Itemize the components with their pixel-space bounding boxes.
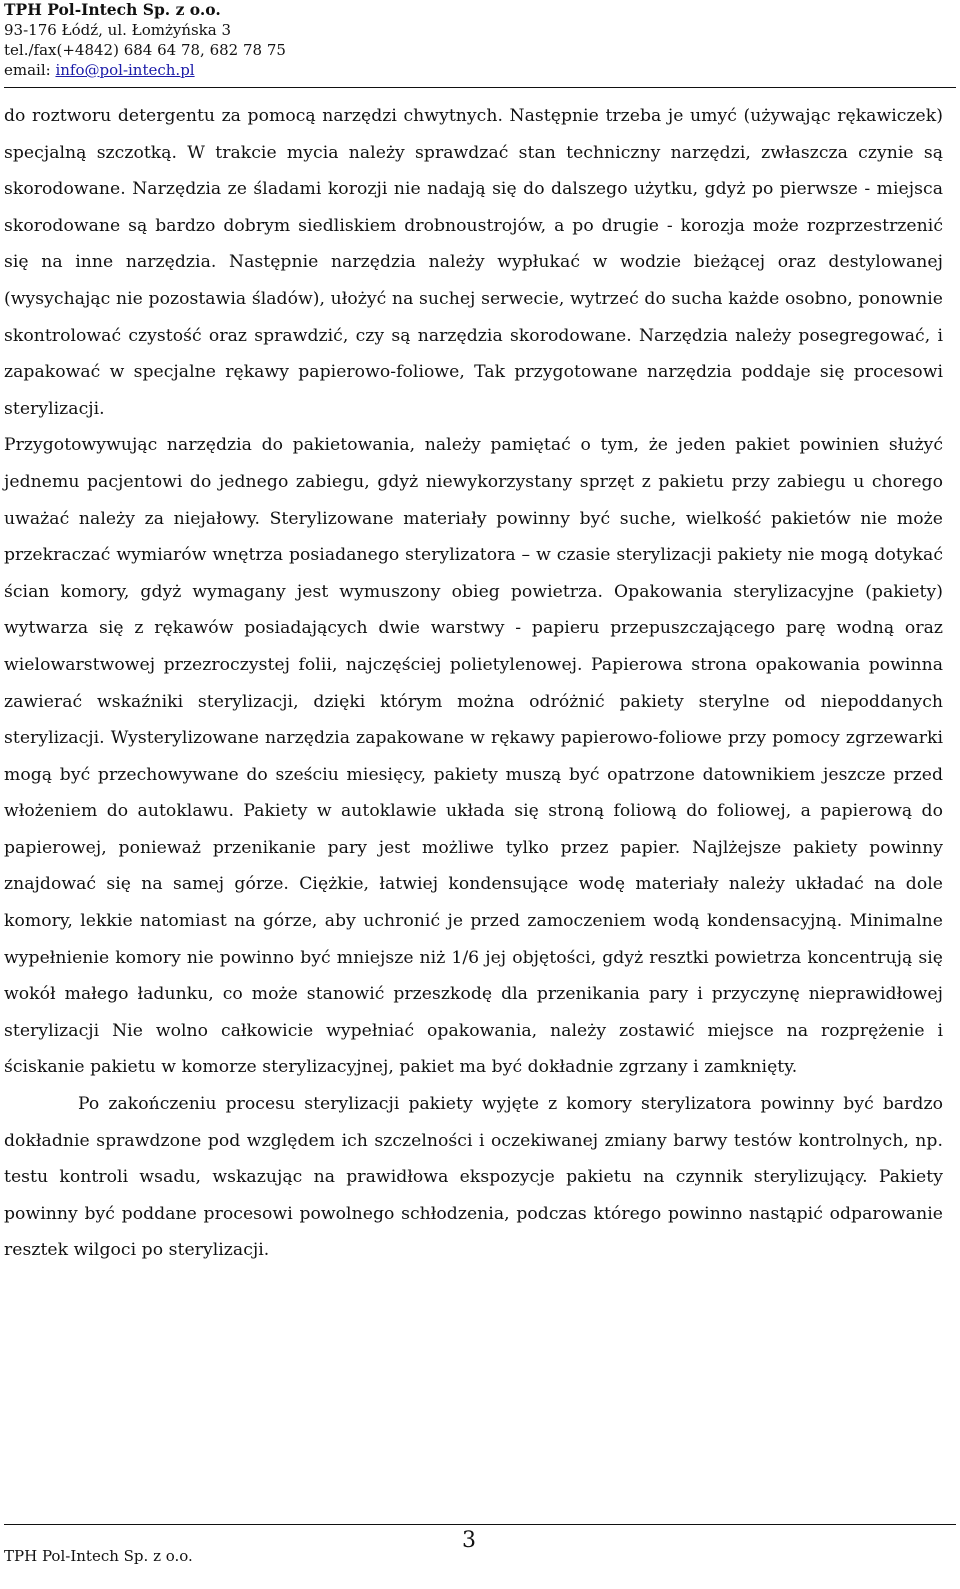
document-body bbox=[4, 98, 943, 1269]
paragraph-packaging: Przygotowywując narzędzia do pakietowania, należy pamiętać o tym, że jeden pakiet powinien służyć jednemu pacjentowi do jednego zabiegu, gdyż niewykorzystany sprzęt z pakietu przy zabiegu u chorego uważać należy za niejałowy. Sterylizowane materiały powinny być suche, wielkość pakietów nie może przekraczać wymiarów wnętrza posiadanego sterylizatora – w czasie sterylizacji pakiety nie mogą dotykać ścian komory, gdyż wymagany jest wymuszony obieg powietrza. Opakowania sterylizacyjne (pakiety) wytwarza się z rękawów posiadających dwie warstwy - papieru przepuszczającego parę wodną oraz wielowarstwowej przezroczystej folii, najczęściej polietylenowej. Papierowa strona opakowania powinna zawierać wskaźniki sterylizacji, dzięki którym można odróżnić pakiety sterylne od niepoddanych sterylizacji. Wysterylizowane narzędzia zapakowane w rękawy papierowo-foliowe przy pomocy zgrzewarki mogą być przechowywane do sześciu miesięcy, pakiety muszą być opatrzone datownikiem jeszcze przed włożeniem do autoklawu. Pakiety w autoklawie układa się stroną foliową do foliowej, a papierową do papierowej, ponieważ przenikanie pary jest możliwe tylko przez papier. Najlżejsze pakiety powinny znajdować się na samej górze. Ciężkie, łatwiej kondensujące wodę materiały należy układać na dole komory, lekkie natomiast na górze, aby uchronić je przed zamoczeniem wodą kondensacyjną. Minimalne wypełnienie komory nie powinno być mniejsze niż 1/6 jej objętości, gdyż resztki powietrza koncentrują się wokół małego ładunku, co może stanowić przeszkodę dla przenikania pary i przyczynę nieprawidłowej sterylizacji Nie wolno całkowicie wypełniać opakowania, należy zostawić miejsce na rozprężenie i ściskanie pakietu w komorze sterylizacyjnej, pakiet ma być dokładnie zgrzany i zamknięty. bbox=[4, 435, 943, 1078]
company-name: TPH Pol-Intech Sp. z o.o. bbox=[4, 0, 221, 19]
footer-company-name: TPH Pol-Intech Sp. z o.o. bbox=[4, 1547, 193, 1565]
paragraph-cleaning: do roztworu detergentu za pomocą narzędzi chwytnych. Następnie trzeba je umyć (używając rękawiczek) specjalną szczotką. W trakcie mycia należy sprawdzać stan techniczny narzędzi, zwłaszcza czynie są skorodowane. Narzędzia ze śladami korozji nie nadają się do dalszego użytku, gdyż po pierwsze - miejsca skorodowane są bardzo dobrym siedliskiem drobnoustrojów, a po drugie - korozja może rozprzestrzenić się na inne narzędzia. Następnie narzędzia należy wypłukać w wodzie bieżącej oraz destylowanej (wysychając nie pozostawia śladów), ułożyć na suchej serwecie, wytrzeć do sucha każde osobno, ponownie skontrolować czystość oraz sprawdzić, czy są narzędzia skorodowane. Narzędzia należy posegregować, i zapakować w specjalne rękawy papierowo-foliowe, Tak przygotowane narzędzia poddaje się procesowi sterylizacji. bbox=[4, 106, 943, 419]
company-phone: tel./fax(+4842) 684 64 78, 682 78 75 bbox=[4, 41, 286, 59]
company-address: 93-176 Łódź, ul. Łomżyńska 3 bbox=[4, 21, 232, 39]
page-number: 3 bbox=[462, 1528, 476, 1553]
header-divider bbox=[4, 87, 956, 88]
company-email-line bbox=[4, 60, 286, 80]
footer-divider bbox=[4, 1524, 956, 1525]
paragraph-post-sterilization: Po zakończeniu procesu sterylizacji pakiety wyjęte z komory sterylizatora powinny być bardzo dokładnie sprawdzone pod względem ich szczelności i oczekiwanej zmiany barwy testów kontrolnych, np. testu kontroli wsadu, wskazując na prawidłowa ekspozycje pakietu na czynnik sterylizujący. Pakiety powinny być poddane procesowi powolnego schłodzenia, podczas którego powinno nastąpić odparowanie resztek wilgoci po sterylizacji. bbox=[4, 1094, 943, 1261]
email-link[interactable]: info@pol-intech.pl bbox=[55, 61, 195, 79]
email-label: email: bbox=[4, 61, 56, 79]
letterhead bbox=[4, 0, 286, 80]
